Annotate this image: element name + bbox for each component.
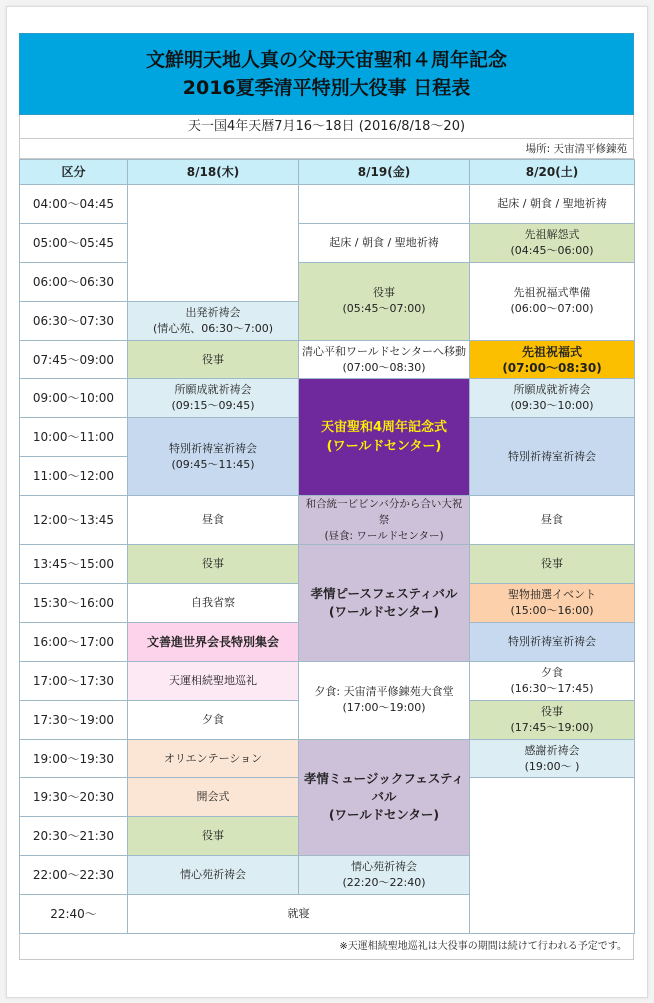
day3-thanks-prayer: 感謝祈祷会 (19:00〜 ) bbox=[470, 739, 635, 778]
day1-eki: 役事 bbox=[128, 340, 299, 379]
day2-dinner: 夕食: 天宙清平修錬苑大食堂 (17:00〜19:00) bbox=[299, 661, 470, 739]
time-cell: 05:00〜05:45 bbox=[20, 223, 128, 262]
day3-wish-prayer: 所願成就祈祷会 (09:30〜10:00) bbox=[470, 379, 635, 418]
time-cell: 15:30〜16:00 bbox=[20, 584, 128, 623]
time-cell: 17:00〜17:30 bbox=[20, 661, 128, 700]
day2-move: 清心平和ワールドセンターへ移動 (07:00〜08:30) bbox=[299, 340, 470, 379]
time-cell: 20:30〜21:30 bbox=[20, 817, 128, 856]
day2-music-festival: 孝情ミュージックフェスティバル (ワールドセンター) bbox=[299, 739, 470, 856]
time-cell: 12:00〜13:45 bbox=[20, 496, 128, 545]
day1-special-prayer: 特別祈祷室祈祷会 (09:45〜11:45) bbox=[128, 418, 299, 496]
day3-eki: 役事 bbox=[470, 545, 635, 584]
col-day3: 8/20(土) bbox=[470, 160, 635, 185]
day1-lunch: 昼食 bbox=[128, 496, 299, 545]
title-line1: 文鮮明天地人真の父母天宙聖和４周年記念 bbox=[145, 49, 507, 71]
col-category: 区分 bbox=[20, 160, 128, 185]
day1-pilgrimage: 天運相続聖地巡礼 bbox=[128, 661, 299, 700]
table-row bbox=[20, 661, 635, 700]
day1-opening: 開会式 bbox=[128, 778, 299, 817]
sleep-cell: 就寝 bbox=[128, 895, 470, 934]
time-cell: 22:00〜22:30 bbox=[20, 856, 128, 895]
schedule-container bbox=[19, 33, 634, 960]
footnote: ※天運相続聖地巡礼は大役事の期間は続けて行われる予定です。 bbox=[19, 934, 634, 960]
day3-special-prayer-2: 特別祈祷室祈祷会 bbox=[470, 622, 635, 661]
table-row bbox=[20, 340, 635, 379]
time-cell: 06:30〜07:30 bbox=[20, 301, 128, 340]
day1-departure-prayer: 出発祈祷会 (情心苑、06:30〜7:00) bbox=[128, 301, 299, 340]
day3-lottery-event: 聖物抽選イベント (15:00〜16:00) bbox=[470, 584, 635, 623]
day3-empty-cell bbox=[470, 778, 635, 934]
time-cell: 17:30〜19:00 bbox=[20, 700, 128, 739]
time-cell: 11:00〜12:00 bbox=[20, 457, 128, 496]
day2-bibimbap-festival: 和合統一ビビンバ分から合い大祝祭 (昼食: ワールドセンター) bbox=[299, 496, 470, 545]
day2-eki: 役事 (05:45〜07:00) bbox=[299, 262, 470, 340]
col-day1: 8/18(木) bbox=[128, 160, 299, 185]
time-cell: 19:30〜20:30 bbox=[20, 778, 128, 817]
time-cell: 04:00〜04:45 bbox=[20, 185, 128, 224]
time-cell: 13:45〜15:00 bbox=[20, 545, 128, 584]
day3-wakeup: 起床 / 朝食 / 聖地祈祷 bbox=[470, 185, 635, 224]
table-row bbox=[20, 379, 635, 418]
day1-special-assembly: 文善進世界会長特別集会 bbox=[128, 622, 299, 661]
day2-peace-festival: 孝情ピースフェスティバル (ワールドセンター) bbox=[299, 545, 470, 662]
day2-jeongsim-prayer: 情心苑祈祷会 (22:20〜22:40) bbox=[299, 856, 470, 895]
day2-empty-cell bbox=[299, 185, 470, 224]
day1-dinner: 夕食 bbox=[128, 700, 299, 739]
time-cell: 10:00〜11:00 bbox=[20, 418, 128, 457]
time-cell: 06:00〜06:30 bbox=[20, 262, 128, 301]
day2-main-ceremony: 天宙聖和4周年記念式 (ワールドセンター) bbox=[299, 379, 470, 496]
day1-eki-night: 役事 bbox=[128, 817, 299, 856]
day1-orientation: オリエンテーション bbox=[128, 739, 299, 778]
time-cell: 09:00〜10:00 bbox=[20, 379, 128, 418]
time-cell: 16:00〜17:00 bbox=[20, 622, 128, 661]
day1-wish-prayer: 所願成就祈祷会 (09:15〜09:45) bbox=[128, 379, 299, 418]
day1-empty-cell bbox=[128, 185, 299, 302]
table-row bbox=[20, 545, 635, 584]
day3-ancestor-liberation: 先祖解怨式 (04:45〜06:00) bbox=[470, 223, 635, 262]
schedule-table bbox=[19, 159, 635, 934]
title-line2: 2016夏季清平特別大役事 日程表 bbox=[182, 77, 471, 99]
day2-wakeup: 起床 / 朝食 / 聖地祈祷 bbox=[299, 223, 470, 262]
table-row bbox=[20, 185, 635, 224]
day3-dinner: 夕食 (16:30〜17:45) bbox=[470, 661, 635, 700]
time-cell: 19:00〜19:30 bbox=[20, 739, 128, 778]
event-date: 天一国4年天暦7月16〜18日 (2016/8/18〜20) bbox=[19, 115, 634, 139]
day1-eki-afternoon: 役事 bbox=[128, 545, 299, 584]
table-row bbox=[20, 223, 635, 262]
day3-blessing-prep: 先祖祝福式準備 (06:00〜07:00) bbox=[470, 262, 635, 340]
time-cell: 22:40〜 bbox=[20, 895, 128, 934]
table-row bbox=[20, 496, 635, 545]
day3-lunch: 昼食 bbox=[470, 496, 635, 545]
title-banner bbox=[19, 33, 634, 115]
day3-eki-evening: 役事 (17:45〜19:00) bbox=[470, 700, 635, 739]
event-location: 場所: 天宙清平修錬苑 bbox=[19, 139, 634, 159]
table-row bbox=[20, 739, 635, 778]
time-cell: 07:45〜09:00 bbox=[20, 340, 128, 379]
table-row bbox=[20, 262, 635, 301]
day1-self-reflection: 自我省察 bbox=[128, 584, 299, 623]
day3-special-prayer: 特別祈祷室祈祷会 bbox=[470, 418, 635, 496]
day1-jeongsim-prayer: 情心苑祈祷会 bbox=[128, 856, 299, 895]
day3-ancestor-blessing: 先祖祝福式 (07:00〜08:30) bbox=[470, 340, 635, 379]
header-row bbox=[20, 160, 635, 185]
col-day2: 8/19(金) bbox=[299, 160, 470, 185]
